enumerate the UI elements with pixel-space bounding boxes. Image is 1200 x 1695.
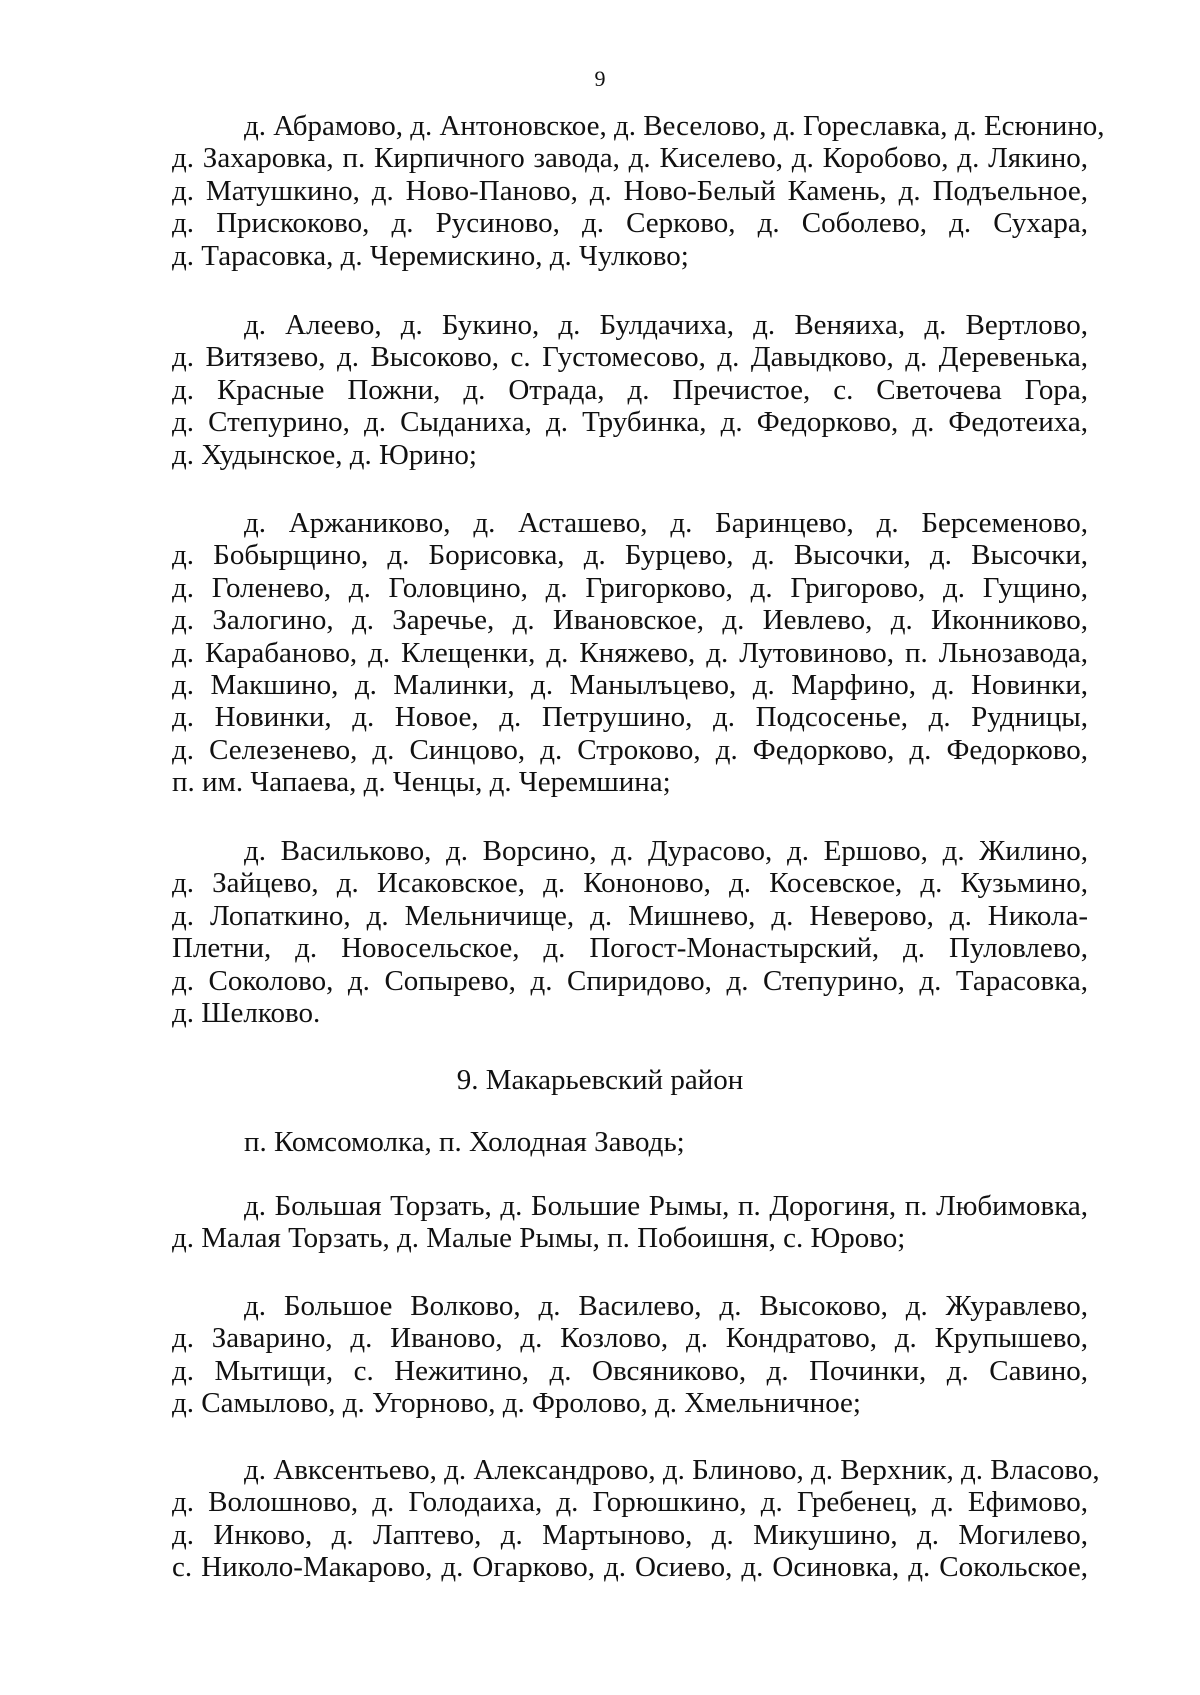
paragraph-settlements-1 <box>172 110 1105 272</box>
text-line: д. Алеево, д. Букино, д. Булдачиха, д. Веняиха, д. Вертлово, <box>244 309 1088 341</box>
paragraph-settlements-3 <box>172 507 1088 799</box>
text-line: д. Макшино, д. Малинки, д. Манылъцево, д. Марфино, д. Новинки, <box>172 668 1088 701</box>
text-line: д. Соколово, д. Сопырево, д. Спиридово, д. Степурино, д. Тарасовка, <box>172 964 1088 997</box>
text-line: д. Витязево, д. Высоково, с. Густомесово, д. Давыдково, д. Деревенька, <box>172 341 1088 374</box>
paragraph-settlements-6 <box>172 1190 1088 1255</box>
text-line: с. Николо-Макарово, д. Огарково, д. Осиево, д. Осиновка, д. Сокольское, <box>172 1551 1088 1584</box>
paragraph-settlements-5 <box>172 1126 1088 1158</box>
text-line: д. Самылово, д. Угорново, д. Фролово, д. Хмельничное; <box>172 1387 861 1420</box>
text-line: д. Новинки, д. Новое, д. Петрушино, д. Подсосенье, д. Рудницы, <box>172 701 1088 734</box>
paragraph-settlements-8 <box>172 1454 1100 1584</box>
paragraph-settlements-2 <box>172 309 1088 471</box>
text-line: д. Абрамово, д. Антоновское, д. Веселово, д. Гореславка, д. Есюнино, <box>244 110 1105 142</box>
text-line: д. Васильково, д. Ворсино, д. Дурасово, д. Ершово, д. Жилино, <box>244 835 1088 867</box>
text-line: д. Волошново, д. Голодаиха, д. Горюшкино, д. Гребенец, д. Ефимово, <box>172 1486 1088 1519</box>
text-line: д. Заварино, д. Иваново, д. Козлово, д. Кондратово, д. Крупышево, <box>172 1322 1088 1355</box>
text-line: д. Захаровка, п. Кирпичного завода, д. Киселево, д. Коробово, д. Лякино, <box>172 142 1088 175</box>
text-line: д. Матушкино, д. Ново-Паново, д. Ново-Белый Камень, д. Подъельное, <box>172 174 1088 207</box>
section-heading: 9. Макарьевский район <box>456 1064 744 1096</box>
text-line: п. Комсомолка, п. Холодная Заводь; <box>244 1126 685 1158</box>
text-line: д. Красные Пожни, д. Отрада, д. Пречистое, с. Светочева Гора, <box>172 373 1088 406</box>
text-line: д. Инково, д. Лаптево, д. Мартыново, д. Микушино, д. Могилево, <box>172 1518 1088 1551</box>
text-line: д. Залогино, д. Заречье, д. Ивановское, д. Иевлево, д. Иконниково, <box>172 604 1088 637</box>
text-line: д. Аржаниково, д. Асташево, д. Баринцево, д. Берсеменово, <box>244 507 1088 539</box>
text-line: д. Зайцево, д. Исаковское, д. Кононово, д. Косевское, д. Кузьмино, <box>172 867 1088 900</box>
text-line: д. Малая Торзать, д. Малые Рымы, п. Побоишня, с. Юрово; <box>172 1222 906 1255</box>
text-line: д. Худынское, д. Юрино; <box>172 438 477 471</box>
text-line: д. Шелково. <box>172 996 321 1029</box>
text-line: д. Лопаткино, д. Мельничище, д. Мишнево, д. Неверово, д. Никола- <box>172 899 1088 932</box>
text-line: д. Карабаново, д. Клещенки, д. Княжево, д. Лутовиново, п. Льнозавода, <box>172 636 1088 669</box>
text-line: д. Большое Волково, д. Василево, д. Высоково, д. Журавлево, <box>244 1290 1088 1322</box>
text-line: д. Мытищи, с. Нежитино, д. Овсяниково, д. Починки, д. Савино, <box>172 1354 1088 1387</box>
text-line: д. Тарасовка, д. Черемискино, д. Чулково; <box>172 239 689 272</box>
text-line: д. Большая Торзать, д. Большие Рымы, п. Дорогиня, п. Любимовка, <box>244 1190 1088 1222</box>
page-number: 9 <box>594 66 606 91</box>
paragraph-settlements-7 <box>172 1290 1088 1420</box>
text-line: д. Авксентьево, д. Александрово, д. Блиново, д. Верхник, д. Власово, <box>244 1454 1100 1486</box>
text-line: д. Прискоково, д. Русиново, д. Серково, д. Соболево, д. Сухара, <box>172 207 1088 240</box>
paragraph-settlements-4 <box>172 835 1088 1029</box>
text-line: п. им. Чапаева, д. Ченцы, д. Черемшина; <box>172 766 671 799</box>
text-line: д. Селезенево, д. Синцово, д. Строково, д. Федорково, д. Федорково, <box>172 733 1088 766</box>
text-line: д. Голенево, д. Головцино, д. Григорково, д. Григорово, д. Гущино, <box>172 571 1088 604</box>
text-line: Плетни, д. Новосельское, д. Погост-Монастырский, д. Пуловлево, <box>172 932 1088 965</box>
text-line: д. Степурино, д. Сыданиха, д. Трубинка, д. Федорково, д. Федотеиха, <box>172 406 1088 439</box>
text-line: д. Бобырщино, д. Борисовка, д. Бурцево, д. Высочки, д. Высочки, <box>172 539 1088 572</box>
